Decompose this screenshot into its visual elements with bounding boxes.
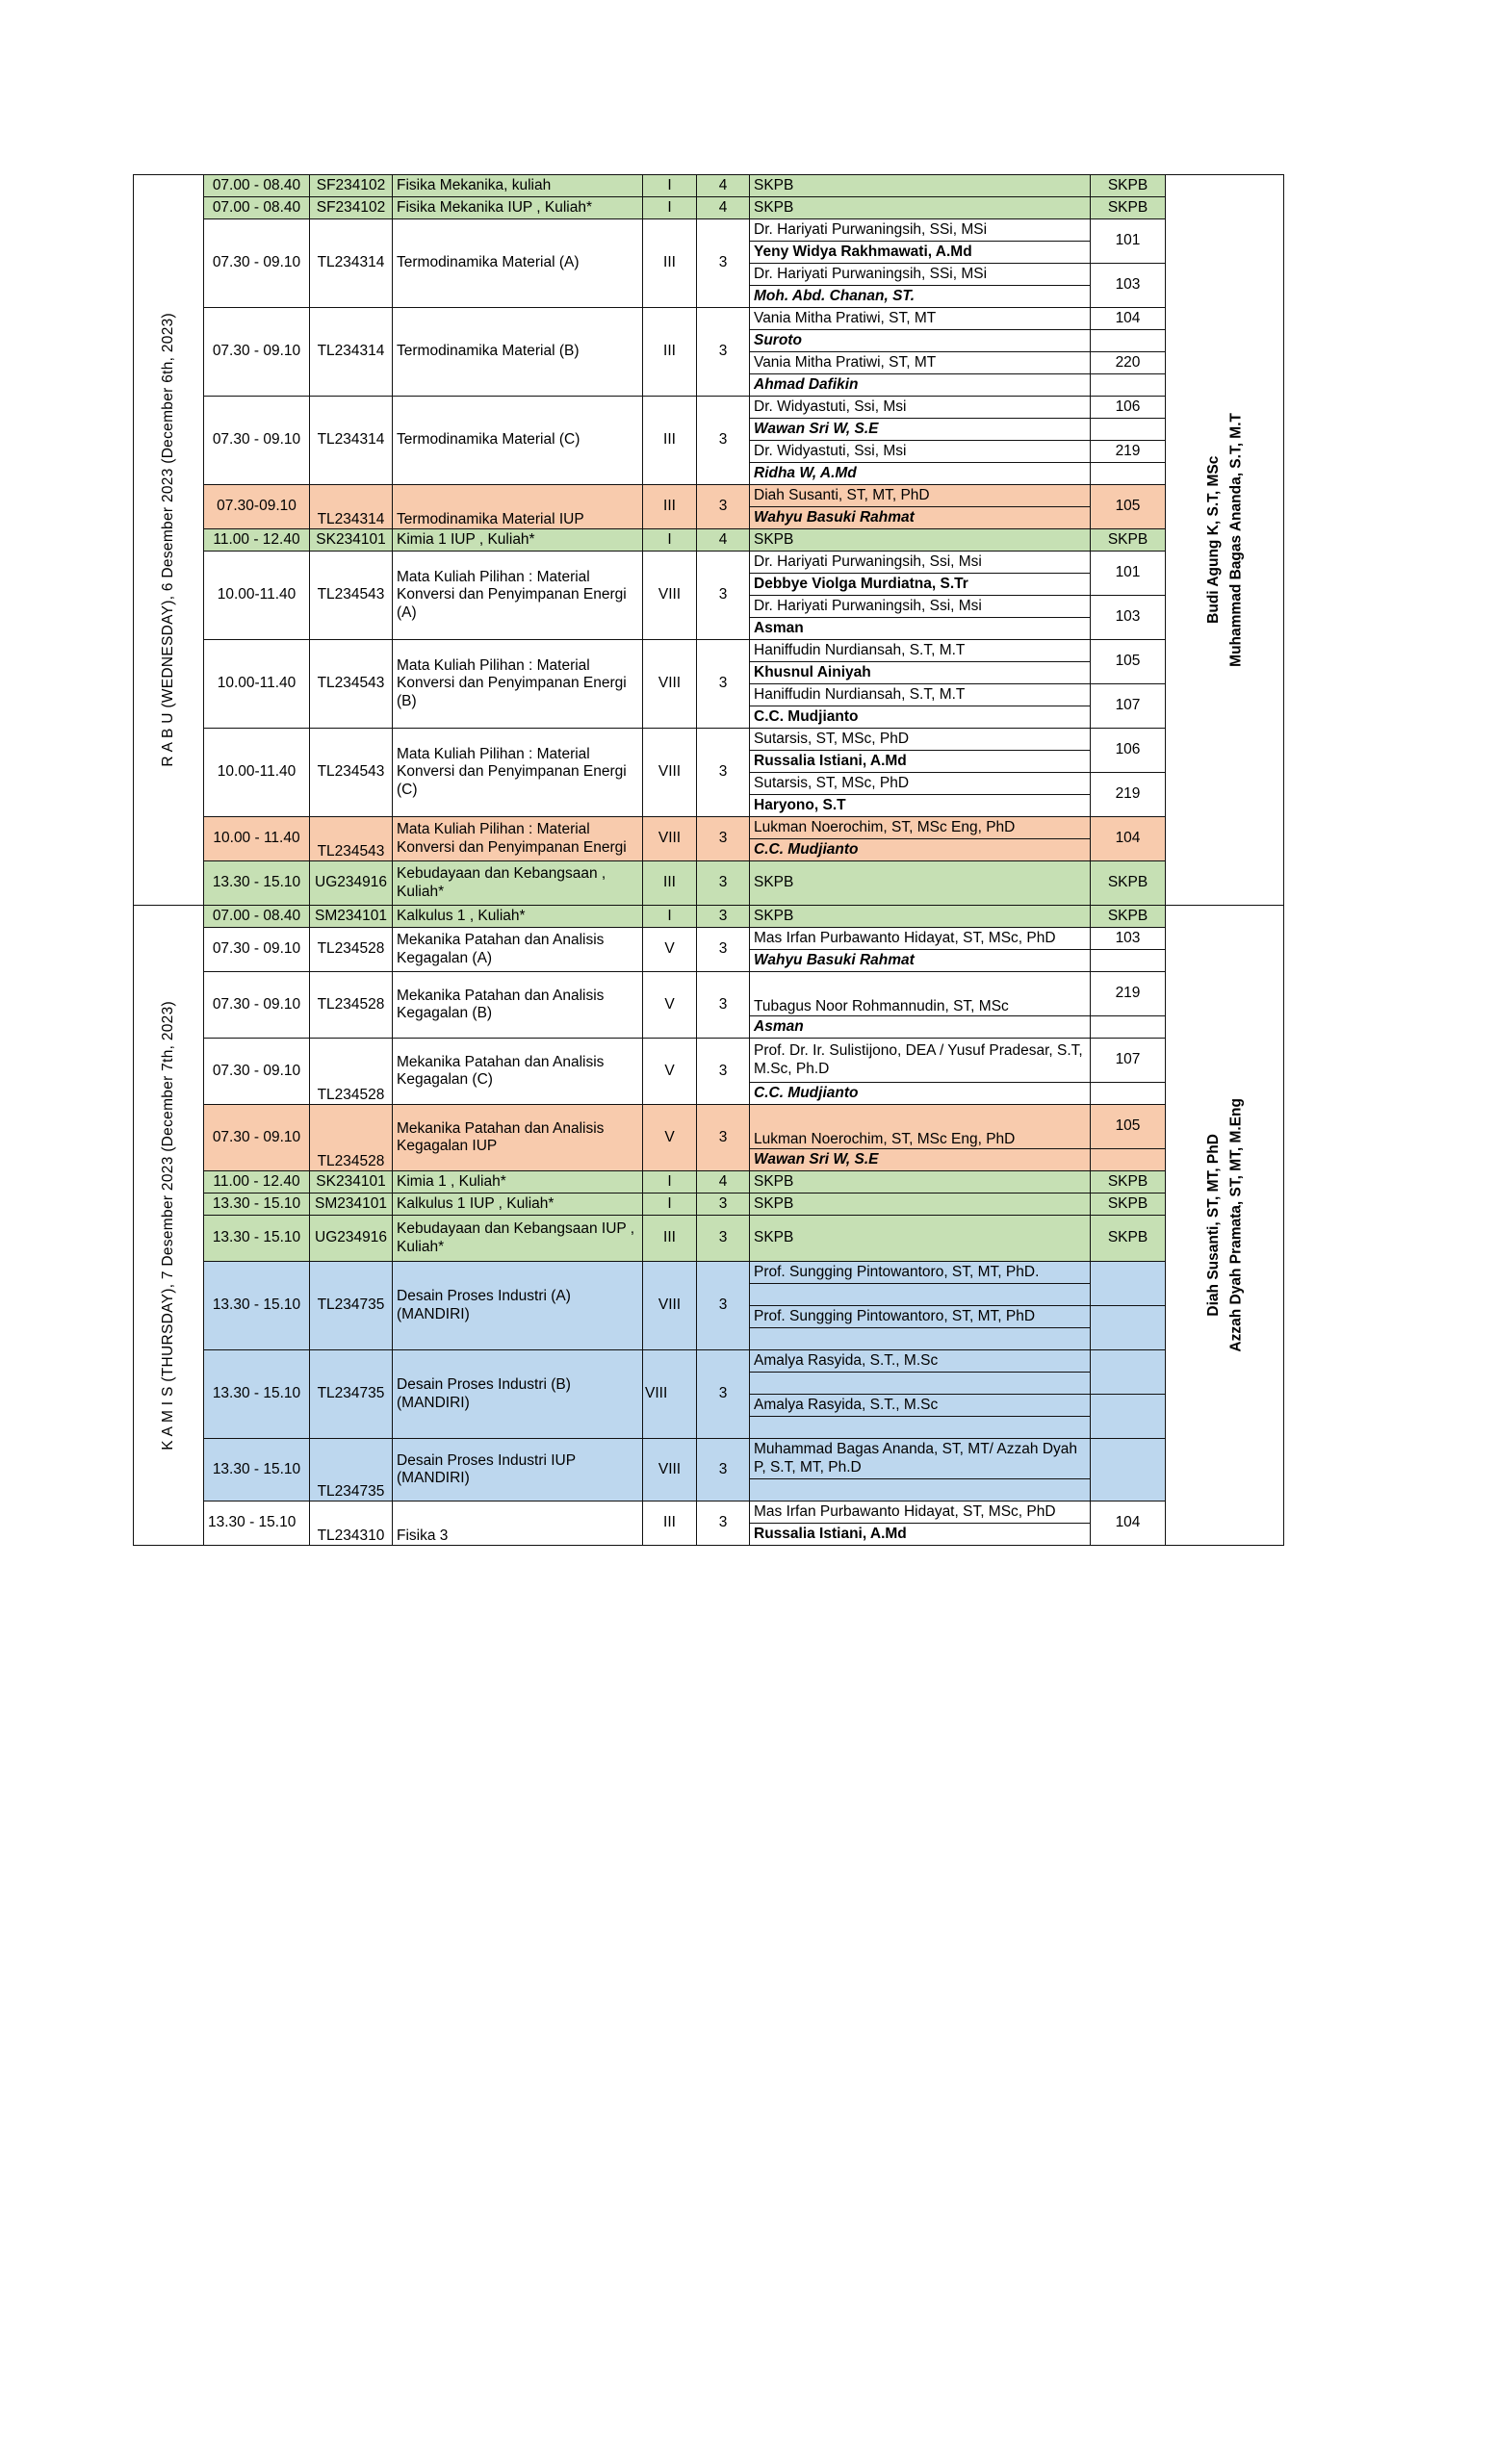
course-code: SM234101: [310, 906, 393, 928]
room: 105: [1091, 485, 1166, 529]
staff: C.C. Mudjianto: [750, 1083, 1091, 1105]
time-cell: 13.30 - 15.10: [204, 861, 310, 906]
schedule-row: [134, 485, 1284, 507]
semester: VIII: [643, 640, 697, 729]
credits: 4: [697, 197, 750, 219]
course-name: Termodinamika Material (A): [393, 219, 643, 308]
credits: 4: [697, 529, 750, 552]
room: 103: [1091, 264, 1166, 308]
room: 101: [1091, 552, 1166, 596]
course-code: TL234543: [310, 817, 393, 861]
time-cell: 13.30 - 15.10: [204, 1439, 310, 1502]
schedule-row: [134, 552, 1284, 574]
semester: VIII: [643, 817, 697, 861]
course-name: Fisika Mekanika, kuliah: [393, 175, 643, 197]
schedule-row: [134, 817, 1284, 839]
semester: VIII: [643, 729, 697, 817]
course-code: TL234735: [310, 1439, 393, 1502]
course-name: Desain Proses Industri (B) (MANDIRI): [393, 1350, 643, 1439]
credits: 3: [697, 928, 750, 972]
lecturer: Sutarsis, ST, MSc, PhD: [750, 773, 1091, 795]
course-name: Fisika Mekanika IUP , Kuliah*: [393, 197, 643, 219]
room: 105: [1091, 640, 1166, 684]
room: 106: [1091, 397, 1166, 419]
semester: I: [643, 906, 697, 928]
time-cell: 07.00 - 08.40: [204, 906, 310, 928]
semester: V: [643, 1039, 697, 1105]
time-cell: 07.30 - 09.10: [204, 972, 310, 1039]
credits: 3: [697, 1350, 750, 1439]
time-cell: 07.30 - 09.10: [204, 1105, 310, 1171]
staff: C.C. Mudjianto: [750, 706, 1091, 729]
course-code: TL234528: [310, 928, 393, 972]
staff: Suroto: [750, 330, 1091, 352]
course-code: TL234314: [310, 308, 393, 397]
time-cell: 10.00-11.40: [204, 640, 310, 729]
course-name: Mekanika Patahan dan Analisis Kegagalan (C): [393, 1039, 643, 1105]
lecturer: Amalya Rasyida, S.T., M.Sc: [750, 1350, 1091, 1373]
lecturer: Sutarsis, ST, MSc, PhD: [750, 729, 1091, 751]
schedule-row: [134, 529, 1284, 552]
room: SKPB: [1091, 1194, 1166, 1216]
course-code: UG234916: [310, 1216, 393, 1262]
credits: 3: [697, 219, 750, 308]
schedule-row: [134, 906, 1284, 928]
credits: 3: [697, 1439, 750, 1502]
schedule-row: [134, 861, 1284, 906]
room: 107: [1091, 684, 1166, 729]
staff: Wawan Sri W, S.E: [750, 1149, 1091, 1171]
lecturer: Lukman Noerochim, ST, MSc Eng, PhD: [750, 817, 1091, 839]
schedule-row: [134, 397, 1284, 419]
time-cell: 07.30 - 09.10: [204, 219, 310, 308]
schedule-row: [134, 175, 1284, 197]
schedule-row: [134, 1171, 1284, 1194]
semester: I: [643, 175, 697, 197]
semester: III: [643, 485, 697, 529]
schedule-row: [134, 972, 1284, 1016]
semester: I: [643, 529, 697, 552]
room: 103: [1091, 928, 1166, 950]
semester: III: [643, 1502, 697, 1546]
schedule-row: [134, 1039, 1284, 1083]
credits: 3: [697, 1216, 750, 1262]
course-code: SF234102: [310, 175, 393, 197]
schedule-row: [134, 308, 1284, 330]
time-cell: 11.00 - 12.40: [204, 1171, 310, 1194]
room: 104: [1091, 817, 1166, 861]
staff: Yeny Widya Rakhmawati, A.Md: [750, 242, 1091, 264]
credits: 3: [697, 1039, 750, 1105]
course-code: TL234735: [310, 1350, 393, 1439]
course-name: Desain Proses Industri (A) (MANDIRI): [393, 1262, 643, 1350]
course-name: Mata Kuliah Pilihan : Material Konversi dan Penyimpanan Energi (C): [393, 729, 643, 817]
day-label-wednesday: R A B U (WEDNESDAY), 6 Desember 2023 (December 6th, 2023): [134, 175, 204, 906]
course-code: SM234101: [310, 1194, 393, 1216]
course-name: Termodinamika Material IUP: [393, 485, 643, 529]
schedule-row: [134, 928, 1284, 950]
time-cell: 07.30-09.10: [204, 485, 310, 529]
staff: Khusnul Ainiyah: [750, 662, 1091, 684]
staff: Ahmad Dafikin: [750, 374, 1091, 397]
lecturer: Vania Mitha Pratiwi, ST, MT: [750, 308, 1091, 330]
time-cell: 07.30 - 09.10: [204, 397, 310, 485]
schedule-row: [134, 1439, 1284, 1479]
course-name: Kalkulus 1 , Kuliah*: [393, 906, 643, 928]
room: 104: [1091, 1502, 1166, 1546]
lecturer: SKPB: [750, 906, 1091, 928]
course-name: Mekanika Patahan dan Analisis Kegagalan (B): [393, 972, 643, 1039]
course-code: TL234528: [310, 1039, 393, 1105]
course-name: Mekanika Patahan dan Analisis Kegagalan IUP: [393, 1105, 643, 1171]
course-code: TL234310: [310, 1502, 393, 1546]
lecturer: Diah Susanti, ST, MT, PhD: [750, 485, 1091, 507]
course-name: Mata Kuliah Pilihan : Material Konversi dan Penyimpanan Energi: [393, 817, 643, 861]
credits: 3: [697, 397, 750, 485]
staff: C.C. Mudjianto: [750, 839, 1091, 861]
course-code: TL234314: [310, 397, 393, 485]
semester: VIII: [643, 1350, 697, 1439]
credits: 3: [697, 729, 750, 817]
credits: 3: [697, 972, 750, 1039]
course-code: TL234314: [310, 485, 393, 529]
room: 219: [1091, 773, 1166, 817]
credits: 4: [697, 1171, 750, 1194]
schedule-row: [134, 1262, 1284, 1284]
semester: III: [643, 1216, 697, 1262]
lecturer: Haniffudin Nurdiansah, S.T, M.T: [750, 640, 1091, 662]
room: 106: [1091, 729, 1166, 773]
room: 103: [1091, 596, 1166, 640]
course-code: TL234543: [310, 640, 393, 729]
room: 105: [1091, 1105, 1166, 1149]
credits: 3: [697, 861, 750, 906]
course-name: Desain Proses Industri IUP (MANDIRI): [393, 1439, 643, 1502]
room: 219: [1091, 972, 1166, 1016]
room: SKPB: [1091, 197, 1166, 219]
lecturer: Prof. Sungging Pintowantoro, ST, MT, PhD.: [750, 1262, 1091, 1284]
lecturer: Lukman Noerochim, ST, MSc Eng, PhD: [750, 1105, 1091, 1149]
lecturer: Mas Irfan Purbawanto Hidayat, ST, MSc, PhD: [750, 1502, 1091, 1524]
room: 220: [1091, 352, 1166, 374]
time-cell: 13.30 - 15.10: [204, 1350, 310, 1439]
course-name: Mata Kuliah Pilihan : Material Konversi dan Penyimpanan Energi (A): [393, 552, 643, 640]
schedule-row: [134, 729, 1284, 751]
time-cell: 07.00 - 08.40: [204, 197, 310, 219]
time-cell: 07.00 - 08.40: [204, 175, 310, 197]
schedule-row: [134, 219, 1284, 242]
lecturer: SKPB: [750, 1194, 1091, 1216]
room: SKPB: [1091, 1216, 1166, 1262]
semester: I: [643, 197, 697, 219]
course-code: TL234528: [310, 1105, 393, 1171]
room: 104: [1091, 308, 1166, 330]
schedule-row: [134, 1194, 1284, 1216]
semester: V: [643, 928, 697, 972]
course-code: SF234102: [310, 197, 393, 219]
schedule-row: [134, 1350, 1284, 1373]
lecturer: Dr. Hariyati Purwaningsih, Ssi, Msi: [750, 552, 1091, 574]
semester: III: [643, 219, 697, 308]
lecturer: SKPB: [750, 1216, 1091, 1262]
semester: III: [643, 397, 697, 485]
semester: VIII: [643, 1439, 697, 1502]
course-code: TL234528: [310, 972, 393, 1039]
staff: Asman: [750, 618, 1091, 640]
credits: 3: [697, 308, 750, 397]
schedule-row: [134, 197, 1284, 219]
time-cell: 10.00 - 11.40: [204, 817, 310, 861]
credits: 3: [697, 552, 750, 640]
day-label-thursday: K A M I S (THURSDAY), 7 Desember 2023 (December 7th, 2023): [134, 906, 204, 1546]
proctors-thursday: Diah Susanti, ST, MT, PhD Azzah Dyah Pramata, ST, MT, M.Eng: [1166, 906, 1284, 1546]
time-cell: 07.30 - 09.10: [204, 308, 310, 397]
room: 219: [1091, 441, 1166, 463]
lecturer: Muhammad Bagas Ananda, ST, MT/ Azzah Dyah P, S.T, MT, Ph.D: [750, 1439, 1091, 1479]
lecturer: Haniffudin Nurdiansah, S.T, M.T: [750, 684, 1091, 706]
course-name: Kebudayaan dan Kebangsaan , Kuliah*: [393, 861, 643, 906]
time-cell: 13.30 - 15.10: [204, 1262, 310, 1350]
schedule-row: [134, 1216, 1284, 1262]
course-code: TL234314: [310, 219, 393, 308]
room: SKPB: [1091, 175, 1166, 197]
credits: 3: [697, 1194, 750, 1216]
time-cell: 13.30 - 15.10: [204, 1194, 310, 1216]
course-name: Termodinamika Material (C): [393, 397, 643, 485]
staff: Moh. Abd. Chanan, ST.: [750, 286, 1091, 308]
staff: Asman: [750, 1016, 1091, 1039]
lecturer: Dr. Hariyati Purwaningsih, Ssi, Msi: [750, 596, 1091, 618]
lecturer: Dr. Widyastuti, Ssi, Msi: [750, 441, 1091, 463]
room: SKPB: [1091, 1171, 1166, 1194]
schedule-table: [133, 174, 1284, 1546]
lecturer: Dr. Widyastuti, Ssi, Msi: [750, 397, 1091, 419]
credits: 3: [697, 1105, 750, 1171]
course-name: Termodinamika Material (B): [393, 308, 643, 397]
lecturer: Amalya Rasyida, S.T., M.Sc: [750, 1395, 1091, 1417]
time-cell: 13.30 - 15.10: [204, 1216, 310, 1262]
lecturer: Tubagus Noor Rohmannudin, ST, MSc: [750, 972, 1091, 1016]
course-code: TL234543: [310, 552, 393, 640]
lecturer: SKPB: [750, 197, 1091, 219]
credits: 3: [697, 1502, 750, 1546]
staff: Wahyu Basuki Rahmat: [750, 950, 1091, 972]
course-name: Mata Kuliah Pilihan : Material Konversi dan Penyimpanan Energi (B): [393, 640, 643, 729]
staff: Russalia Istiani, A.Md: [750, 751, 1091, 773]
credits: 3: [697, 906, 750, 928]
course-code: SK234101: [310, 529, 393, 552]
credits: 3: [697, 1262, 750, 1350]
room: 101: [1091, 219, 1166, 264]
lecturer: Dr. Hariyati Purwaningsih, SSi, MSi: [750, 264, 1091, 286]
exam-schedule-sheet: [133, 174, 1283, 1557]
proctors-wednesday: Budi Agung K, S.T, MSc Muhammad Bagas Ananda, S.T, M.T: [1166, 175, 1284, 906]
course-name: Kebudayaan dan Kebangsaan IUP , Kuliah*: [393, 1216, 643, 1262]
semester: V: [643, 972, 697, 1039]
course-code: SK234101: [310, 1171, 393, 1194]
course-name: Kimia 1 IUP , Kuliah*: [393, 529, 643, 552]
time-cell: 07.30 - 09.10: [204, 1039, 310, 1105]
time-cell: 11.00 - 12.40: [204, 529, 310, 552]
staff: Wahyu Basuki Rahmat: [750, 507, 1091, 529]
staff: Haryono, S.T: [750, 795, 1091, 817]
credits: 3: [697, 640, 750, 729]
lecturer: SKPB: [750, 175, 1091, 197]
room: SKPB: [1091, 906, 1166, 928]
schedule-row: [134, 640, 1284, 662]
staff: Ridha W, A.Md: [750, 463, 1091, 485]
course-name: Kalkulus 1 IUP , Kuliah*: [393, 1194, 643, 1216]
schedule-row: [134, 1502, 1284, 1524]
semester: V: [643, 1105, 697, 1171]
staff: Russalia Istiani, A.Md: [750, 1524, 1091, 1546]
time-cell: 13.30 - 15.10: [204, 1502, 310, 1546]
lecturer: Dr. Hariyati Purwaningsih, SSi, MSi: [750, 219, 1091, 242]
room: SKPB: [1091, 861, 1166, 906]
course-name: Fisika 3: [393, 1502, 643, 1546]
time-cell: 10.00-11.40: [204, 552, 310, 640]
course-name: Mekanika Patahan dan Analisis Kegagalan (A): [393, 928, 643, 972]
course-code: TL234543: [310, 729, 393, 817]
credits: 3: [697, 485, 750, 529]
credits: 4: [697, 175, 750, 197]
staff: Debbye Violga Murdiatna, S.Tr: [750, 574, 1091, 596]
course-code: UG234916: [310, 861, 393, 906]
room: 107: [1091, 1039, 1166, 1083]
lecturer: Prof. Sungging Pintowantoro, ST, MT, PhD: [750, 1306, 1091, 1328]
time-cell: 07.30 - 09.10: [204, 928, 310, 972]
semester: I: [643, 1171, 697, 1194]
semester: I: [643, 1194, 697, 1216]
semester: VIII: [643, 552, 697, 640]
lecturer: SKPB: [750, 861, 1091, 906]
credits: 3: [697, 817, 750, 861]
lecturer: Mas Irfan Purbawanto Hidayat, ST, MSc, PhD: [750, 928, 1091, 950]
lecturer: SKPB: [750, 1171, 1091, 1194]
course-code: TL234735: [310, 1262, 393, 1350]
staff: Wawan Sri W, S.E: [750, 419, 1091, 441]
semester: III: [643, 861, 697, 906]
room: SKPB: [1091, 529, 1166, 552]
lecturer: Vania Mitha Pratiwi, ST, MT: [750, 352, 1091, 374]
lecturer: SKPB: [750, 529, 1091, 552]
schedule-row: [134, 1105, 1284, 1149]
semester: VIII: [643, 1262, 697, 1350]
semester: III: [643, 308, 697, 397]
course-name: Kimia 1 , Kuliah*: [393, 1171, 643, 1194]
time-cell: 10.00-11.40: [204, 729, 310, 817]
lecturer: Prof. Dr. Ir. Sulistijono, DEA / Yusuf Pradesar, S.T, M.Sc, Ph.D: [750, 1039, 1091, 1083]
